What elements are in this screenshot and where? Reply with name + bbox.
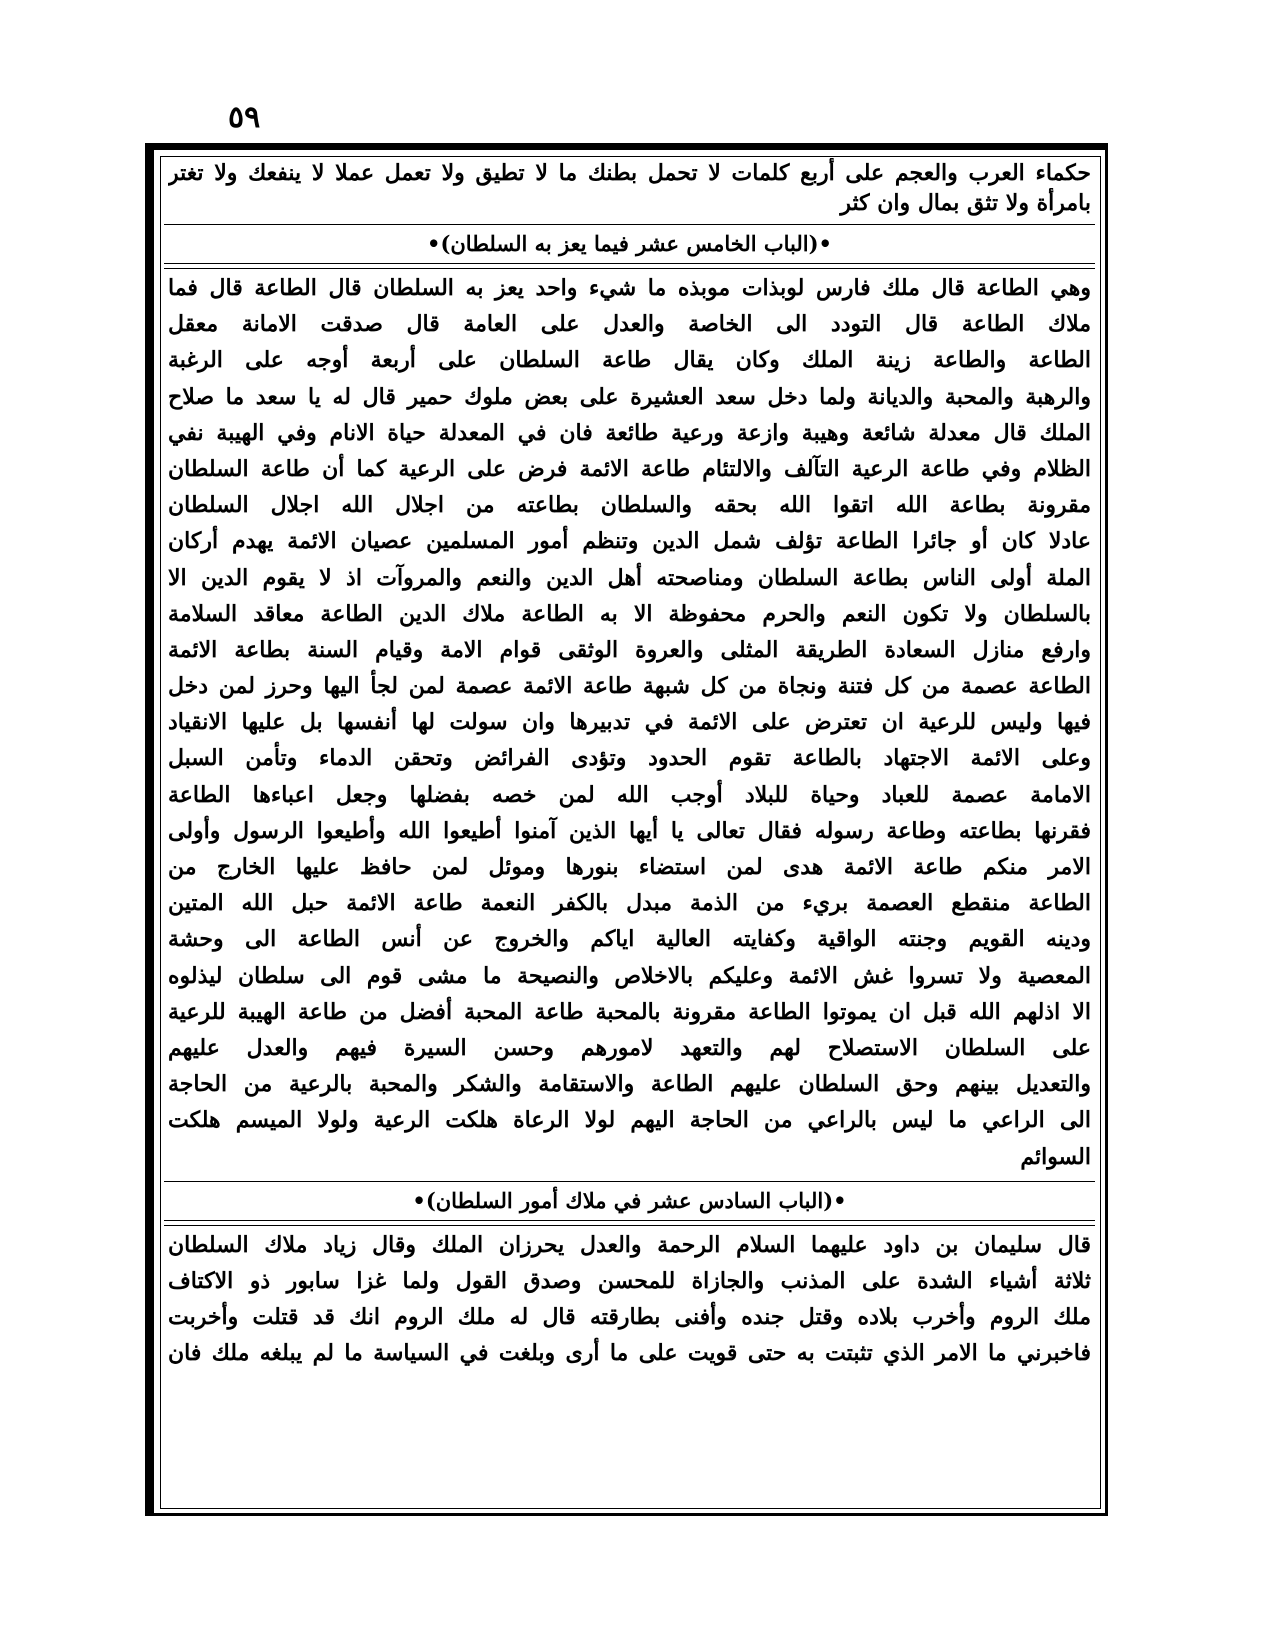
text-line: بالسلطان ولا تكون النعم والحرم محفوظة الا به الطاعة ملاك الدين الطاعة معاقد السلامة: [168, 600, 1091, 627]
text-line: وهي الطاعة قال ملك فارس لوبذات موبذه ما شيء واحد يعز به السلطان قال الطاعة قال فما: [168, 275, 1091, 301]
text-line: الا اذلهم الله قبل ان يموتوا الطاعة مقرونة بالمحبة طاعة المحبة أفضل من طاعة الهيبة للرعية: [168, 998, 1091, 1025]
text-line: الطاعة منقطع العصمة بريء من الذمة مبدل بالكفر النعمة طاعة الائمة حبل الله المتين: [168, 890, 1091, 917]
text-line: قال سليمان بن داود عليهما السلام الرحمة والعدل يحرزان الملك وقال زياد ملاك السلطان: [168, 1231, 1091, 1258]
page-content: [168, 158, 1091, 1505]
text-line: فيها وليس للرعية ان تعترض على الائمة في تدبيرها وان سولت لها أنفسها بل عليها الانقياد: [168, 709, 1091, 736]
text-line: وعلى الائمة الاجتهاد بالطاعة تقوم الحدود وتؤدى الفرائض وتحقن الدماء وتأمن السبل: [168, 745, 1091, 772]
text-line: وارفع منازل السعادة الطريقة المثلى والعروة الوثقى قوام الامة وقيام السنة بطاعة الائمة: [168, 636, 1091, 663]
text-line: ملك الروم وأخرب بلاده وقتل جنده وأفنى بطارقته قال له ملك الروم انك قد قتلت وأخربت: [168, 1303, 1091, 1330]
text-frame: [145, 143, 1108, 1516]
chapter-15-body: [168, 270, 1091, 1175]
chapter-16-body: [168, 1227, 1091, 1371]
continuation-paragraph: [168, 158, 1091, 218]
text-line: بامرأة ولا تثق بمال وان كثر: [840, 190, 1091, 216]
text-line: ملاك الطاعة قال التودد الى الخاصة والعدل على العامة قال صدقت الامانة معقل: [168, 311, 1091, 338]
text-line: فقرنها بطاعته وطاعة رسوله فقال تعالى يا أيها الذين آمنوا أطيعوا الله وأطيعوا الرسول وأولى: [168, 817, 1091, 844]
page-number: ٥٩: [228, 100, 261, 135]
text-line: المعصية ولا تسروا غش الائمة وعليكم بالاخلاص والنصيحة ما مشى قوم الى سلطان ليذلوه: [168, 962, 1091, 989]
text-line: الملة أولى الناس بطاعة السلطان ومناصحته أهل الدين والنعم والمروآت اذ لا يقوم الدين الا: [168, 564, 1091, 591]
text-line: الطاعة عصمة من كل فتنة ونجاة من كل شبهة طاعة الائمة عصمة لمن لجأ اليها وحرز لمن دخل: [168, 673, 1091, 700]
text-line: فاخبرني ما الامر الذي تثبتت به حتى قويت على ما أرى وبلغت في السياسة ما لم يبلغه ملك فان: [168, 1339, 1091, 1366]
text-line: والتعديل بينهم وحق السلطان عليهم الطاعة والاستقامة والشكر والمحبة بالرعية من الحاجة: [168, 1071, 1091, 1098]
text-line: الظلام وفي طاعة الرعية التآلف والالتئام طاعة الائمة فرض على الرعية كما أن طاعة السلطان: [168, 455, 1091, 482]
text-line: حكماء العرب والعجم على أربع كلمات لا تحمل بطنك ما لا تطيق ولا تعمل عملا لا ينفعك ولا تغتر: [168, 160, 1091, 186]
text-line: على السلطان الاستصلاح لهم والتعهد لامورهم وحسن السيرة فيهم والعدل عليهم: [168, 1034, 1091, 1061]
text-line: الامر منكم طاعة الائمة هدى لمن استضاء بنورها وموئل لمن حافظ عليها الخارج من: [168, 854, 1091, 880]
text-line: مقرونة بطاعة الله اتقوا الله بحقه والسلطان بطاعته من اجلال الله اجلال السلطان: [168, 492, 1091, 519]
text-line: الملك قال معدلة شائعة وهيبة وازعة ورعية طائعة فان في المعدلة حياة الانام وفي الهيبة نفي: [168, 419, 1091, 446]
text-line: عادلا كان أو جائرا الطاعة تؤلف شمل الدين وتنظم أمور المسلمين عصيان الائمة يهدم أركان: [168, 528, 1091, 555]
text-line: الطاعة والطاعة زينة الملك وكان يقال طاعة السلطان على أربعة أوجه على الرغبة: [168, 347, 1091, 374]
text-line: والرهبة والمحبة والديانة ولما دخل سعد العشيرة على بعض ملوك حمير قال له يا سعد ما صلاح: [168, 383, 1091, 410]
text-line: ودينه القويم وجنته الواقية وكفايته العالية اياكم والخروج عن أنس الطاعة الى وحشة: [168, 926, 1091, 953]
text-line: الى الراعي ما ليس بالراعي من الحاجة اليهم لولا الرعاة هلكت الرعية ولولا الميسم هلكت: [168, 1107, 1091, 1134]
text-line: ثلاثة أشياء الشدة على المذنب والجازاة للمحسن وصدق القول ولما غزا سابور ذو الاكتاف: [168, 1267, 1091, 1294]
chapter-15-title: •(الباب الخامس عشر فيما يعز به السلطان)•: [164, 224, 1095, 264]
chapter-16-title: •(الباب السادس عشر في ملاك أمور السلطان)•: [164, 1181, 1095, 1221]
text-line: السوائم: [1020, 1143, 1091, 1170]
text-line: الامامة عصمة للعباد وحياة للبلاد أوجب الله لمن خصه بفضلها وجعل اعباءها الطاعة: [168, 781, 1091, 808]
